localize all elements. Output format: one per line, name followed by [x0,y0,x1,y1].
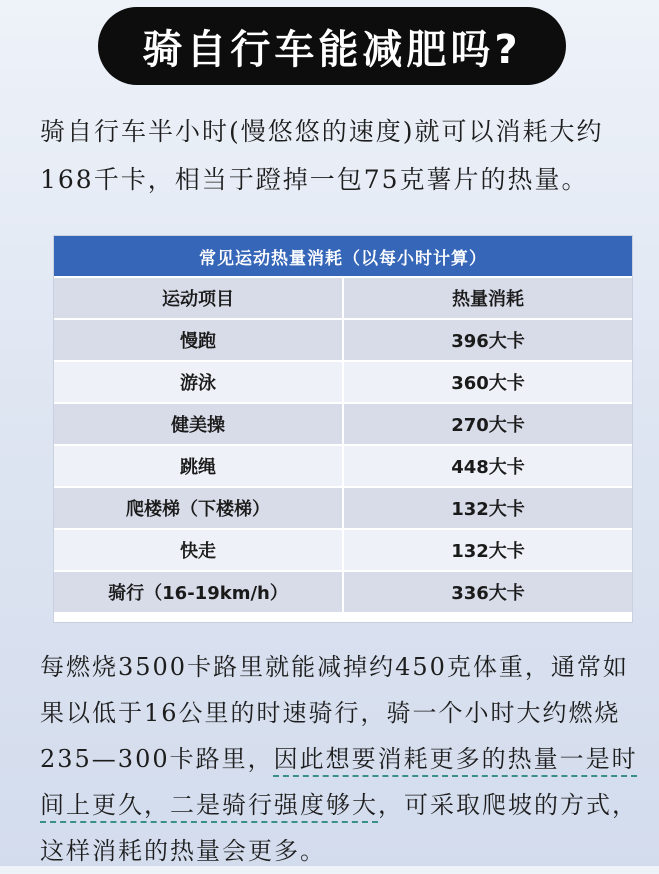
row-calories: 448大卡 [344,444,632,486]
outro-text-part3: ，可采取爬坡的方式，这样消耗的热量会更多。 [40,791,638,865]
row-activity: 爬楼梯（下楼梯） [54,486,344,528]
calorie-table-card [53,235,633,623]
row-calories: 270大卡 [344,402,632,444]
table-row [54,570,632,612]
row-activity: 游泳 [54,360,344,402]
calorie-table [54,276,632,612]
row-activity: 跳绳 [54,444,344,486]
outro-highlight: 因此想要消耗更多的热量一是时间上更久，二是骑行强度够大 [40,745,638,819]
table-row [54,528,632,570]
intro-paragraph: 骑自行车半小时(慢悠悠的速度)就可以消耗大约168千卡，相当于蹬掉一包75克薯片的热量。 [40,117,604,194]
outro-text-part1: 每燃烧3500卡路里就能减掉约450克体重，通常如果以低于16公里的时速骑行，骑一个小时大约燃烧235—300卡路里， [40,653,629,773]
row-activity: 慢跑 [54,318,344,360]
table-row [54,318,632,360]
row-calories: 336大卡 [344,570,632,612]
title-banner [98,7,566,85]
table-row [54,444,632,486]
row-calories: 132大卡 [344,528,632,570]
row-calories: 132大卡 [344,486,632,528]
row-activity: 骑行（16-19km/h） [54,570,344,612]
row-activity: 健美操 [54,402,344,444]
table-header-row [54,276,632,318]
page-title: 骑自行车能减肥吗? [142,26,522,73]
table-row [54,360,632,402]
header-calories: 热量消耗 [344,276,632,318]
table-caption: 常见运动热量消耗（以每小时计算） [54,236,632,276]
row-activity: 快走 [54,528,344,570]
outro-paragraph [40,644,644,874]
header-activity: 运动项目 [54,276,344,318]
row-calories: 360大卡 [344,360,632,402]
table-row [54,486,632,528]
row-calories: 396大卡 [344,318,632,360]
table-row [54,402,632,444]
